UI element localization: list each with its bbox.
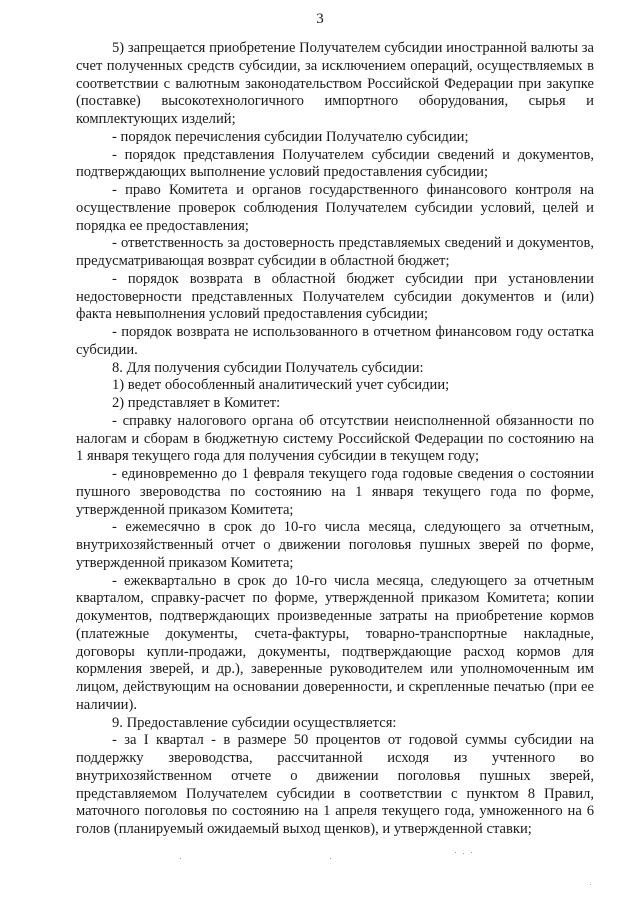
paragraph-responsibility: - ответственность за достоверность представляемых сведений и документов, предусматривающая возврат субсидии в областной бюджет; xyxy=(76,235,594,269)
paragraph-tax-certificate: - справку налогового органа об отсутствии неисполненной обязанности по налогам и сборам в бюджетную систему Российской Федерации по состоянию на 1 января текущего года для получения субсидии в текущем году; xyxy=(76,412,594,465)
page-number: 3 xyxy=(316,11,324,27)
paragraph-audit-right: - право Комитета и органов государственного финансового контроля на осуществление проверок соблюдения Получателем субсидии условий, целей и порядка ее предоставления; xyxy=(76,182,594,234)
paragraph-currency-ban: 5) запрещается приобретение Получателем субсидии иностранной валюты за счет полученных средств субсидии, за исключением операций, осуществляемых в соответствии с валютным законодательством Российской Федерации при закупке (поставке) высокотехнологичного импортного оборудования, сырья и комплектующих изделий; xyxy=(76,40,594,127)
paragraph-monthly-report: - ежемесячно в срок до 10-го числа месяца, следующего за отчетным, внутрихозяйственный отчет о движении поголовья пушных зверей по форме, утвержденной приказом Комитета; xyxy=(76,519,594,571)
paragraph-submits-to-committee: 2) представляет в Комитет: xyxy=(112,395,281,411)
paragraph-annual-information: - единовременно до 1 февраля текущего года годовые сведения о состоянии пушного звероводства по состоянию на 1 января текущего года по форме, утвержденной приказом Комитета; xyxy=(76,466,594,518)
paragraph-return-procedure: - порядок возврата в областной бюджет субсидии при установлении недостоверности представленных Получателем субсидии документов и (или) факта невыполнения условий предоставления субсидии; xyxy=(76,270,594,323)
paragraph-first-quarter: - за I квартал - в размере 50 процентов от годовой суммы субсидии на поддержку звероводства, рассчитанной исходя из учтенного во внутрихозяйственном отчете о движении поголовья пушных зверей, представляемом Получателем субсидии в соответствии с пунктом 8 Правил, маточного поголовья по состоянию на 1 апреля текущего года, умноженного на 6 голов (планируемый ожидаемый выход щенков), и утвержденной ставки; xyxy=(76,732,594,837)
paragraph-reporting-procedure: - порядок представления Получателем субсидии сведений и документов, подтверждающих выполнение условий предоставления субсидии; xyxy=(76,146,594,181)
paragraph-section-8-heading: 8. Для получения субсидии Получатель субсидии: xyxy=(112,359,424,376)
paragraph-separate-accounting: 1) ведет обособленный аналитический учет субсидии; xyxy=(112,377,450,394)
paragraph-section-9-heading: 9. Предоставление субсидии осуществляется: xyxy=(112,714,397,731)
paragraph-unused-balance-return: - порядок возврата не использованного в отчетном финансовом году остатка субсидии. xyxy=(76,324,594,358)
document-body xyxy=(76,40,594,839)
paragraph-transfer-procedure: - порядок перечисления субсидии Получателю субсидии; xyxy=(112,128,469,145)
paragraph-quarterly-documents: - ежеквартально в срок до 10-го числа месяца, следующего за отчетным кварталом, справку-расчет по форме, утвержденной приказом Комитета; копии документов, подтверждающих произведенные затраты на приобретение кормов (платежные документы, счета-фактуры, товарно-транспортные накладные, договоры купли-продажи, документы, подтверждающие расход кормов для кормления зверей, и др.), заверенные руководителем или уполномоченным им лицом, действующим на основании доверенности, и скрепленные печатью (при ее наличии). xyxy=(76,572,594,713)
